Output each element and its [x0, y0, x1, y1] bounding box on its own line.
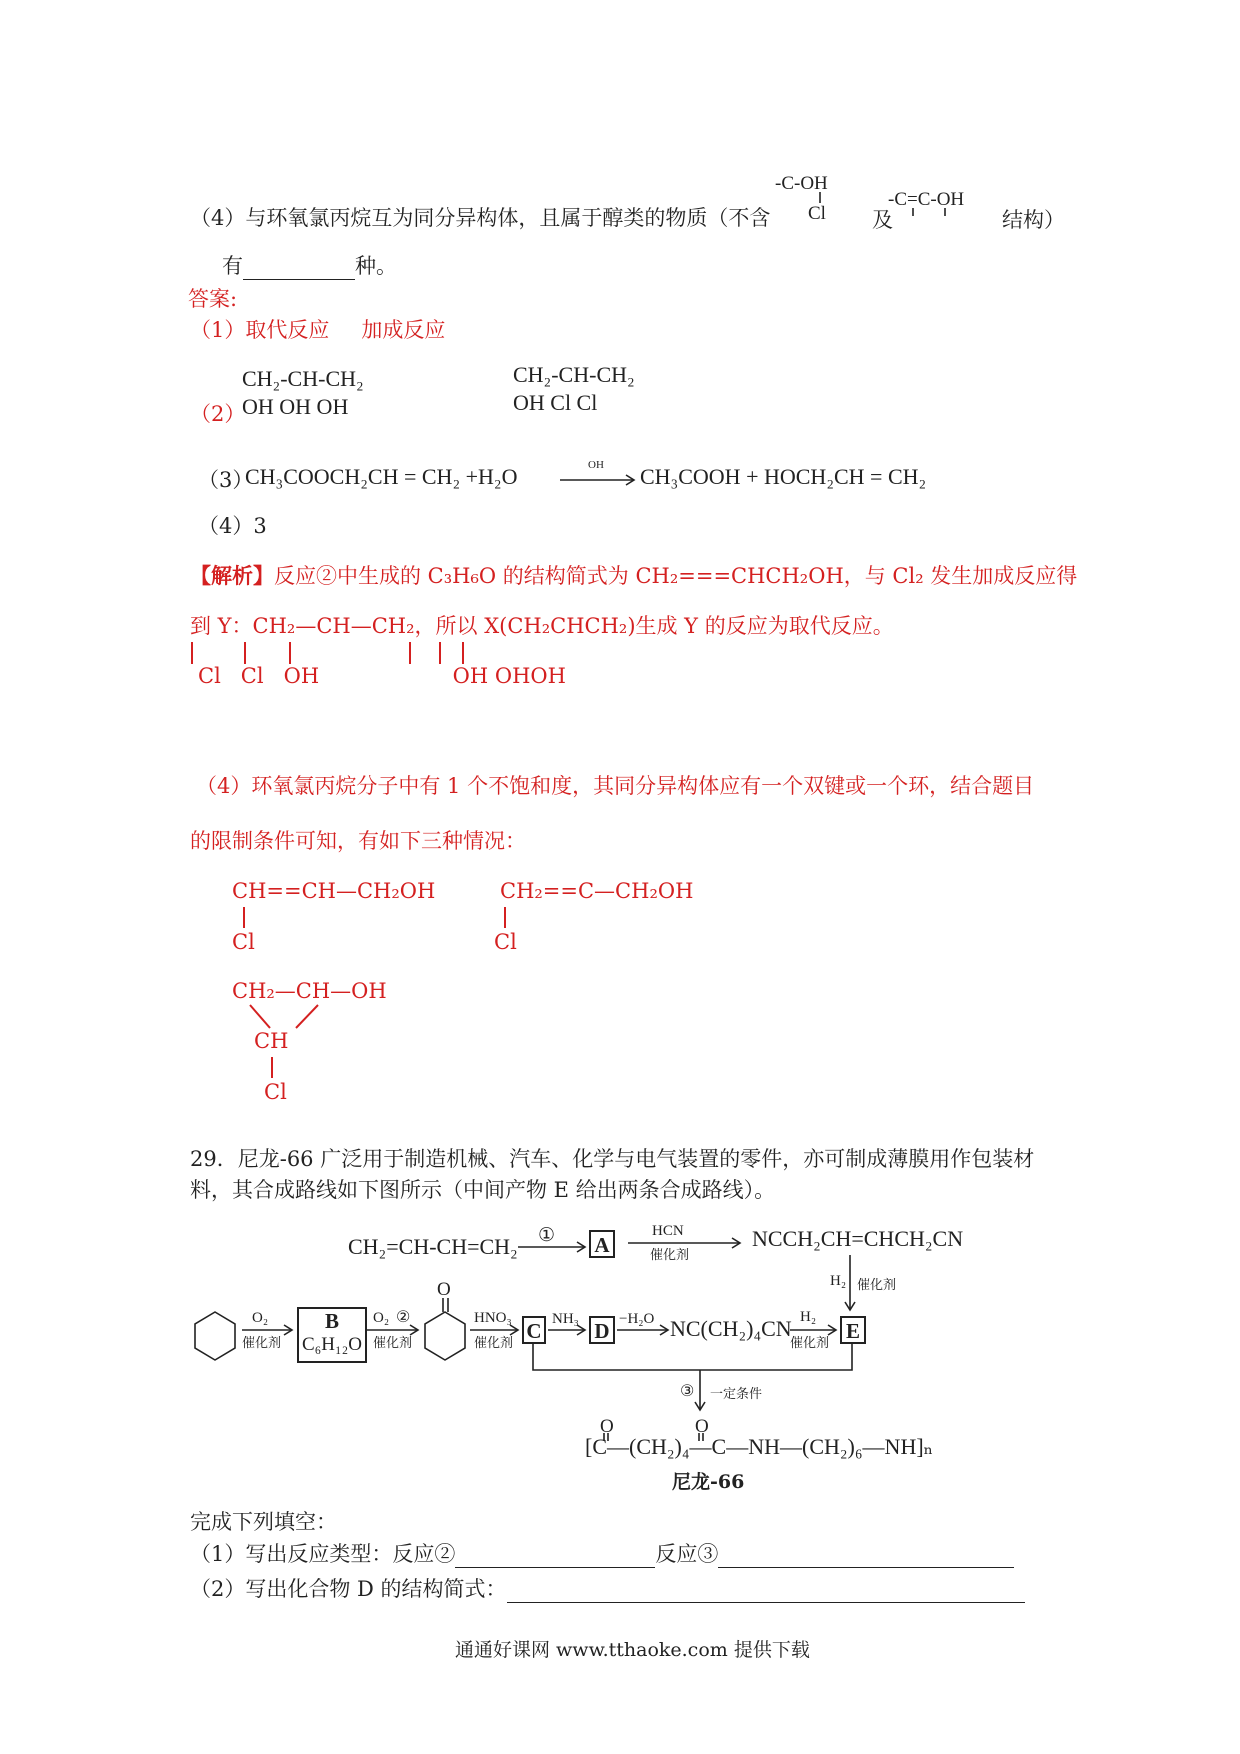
q4-suffix: 结构） [1002, 208, 1065, 232]
q4-struct1-top: -C-OH [775, 173, 828, 194]
scheme-box-c: C [522, 1316, 546, 1344]
fill-q1-b: 反应③ [655, 1542, 719, 1566]
answer-2-struct1-bottom: OH OH OH [242, 394, 349, 419]
answer-2-struct2-bottom: OH Cl Cl [513, 390, 598, 415]
analysis-line2: 到 Y：CH₂—CH—CH₂，所以 X(CH₂CHCH₂)生成 Y 的反应为取代反应。 [190, 614, 894, 638]
fill-q2-text: （2）写出化合物 D 的结构简式： [190, 1577, 507, 1601]
answer-4: （4）3 [198, 514, 267, 538]
scheme-ketone-o: O [437, 1279, 451, 1300]
fill-q1-a: （1）写出反应类型：反应② [190, 1542, 456, 1566]
scheme-b-label: B [324, 1309, 339, 1333]
analysis-line1-text: 反应②中生成的 C₃H₆O 的结构简式为 CH₂===CHCH₂OH，与 Cl₂ 发生加成反应得 [274, 564, 1078, 588]
answer-2-num: （2） [190, 402, 246, 426]
scheme-cat-4: 催化剂 [373, 1336, 413, 1351]
answer-3-right: CH₃COOH + HOCH₂CH = CH₂ [640, 464, 927, 489]
polymer-o1: O [600, 1416, 614, 1437]
answer-title: 答案: [188, 287, 238, 311]
analysis-p4-line2: 的限制条件可知，有如下三种情况： [190, 829, 526, 853]
scheme-cat-6: 催化剂 [790, 1336, 830, 1351]
scheme-cat-1: 催化剂 [650, 1248, 690, 1263]
scheme-combine-path [533, 1344, 852, 1370]
answer-3-num: （3） [198, 468, 254, 492]
isomer-3-chain: CH₂—CH—OH [232, 979, 387, 1003]
scheme-cat-3: 催化剂 [242, 1336, 282, 1351]
isomer-3-ring-left [250, 1005, 270, 1028]
answer-2-struct1-top: CH₂-CH-CH₂ [242, 366, 364, 391]
scheme-step3: ③ [680, 1383, 695, 1400]
q29-line2: 料，其合成路线如下图所示（中间产物 E 给出两条合成路线）。 [190, 1178, 776, 1202]
scheme-nccn: NCCH₂CH=CHCH₂CN [752, 1226, 964, 1251]
scheme-polymer: [C—(CH₂)₄—C—NH—(CH₂)₆—NH]ₙ [585, 1434, 934, 1459]
scheme-b-formula: C₆H₁₂O [302, 1334, 362, 1355]
cyclohexane-ring [195, 1312, 235, 1360]
isomer-3-cl: Cl [264, 1080, 287, 1104]
q4-prefix: （4）与环氧氯丙烷互为同分异构体，且属于醇类的物质（不含 [190, 206, 771, 230]
analysis-p4-line1: （4）环氧氯丙烷分子中有 1 个不饱和度，其同分异构体应有一个双键或一个环，结合题目 [196, 774, 1035, 798]
analysis-tag: 【解析】 [190, 563, 274, 588]
q4-line2-a: 有 [222, 254, 243, 278]
q4-line2-b: 种。 [355, 254, 397, 278]
analysis-line3: Cl Cl OH OH OHOH [198, 664, 566, 688]
scheme-cat-5: 催化剂 [474, 1336, 514, 1351]
answer-3-left: CH₃COOCH₂CH = CH₂ +H₂O [245, 464, 518, 489]
isomer-2-chain: CH₂==C—CH₂OH [500, 879, 694, 903]
isomer-1-cl: Cl [232, 930, 255, 954]
scheme-nylon-label: 尼龙-66 [672, 1471, 745, 1493]
answer-1-text1: 取代反应 [245, 318, 330, 342]
answer-2-struct2-top: CH₂-CH-CH₂ [513, 362, 635, 387]
fill-title: 完成下列填空： [190, 1510, 337, 1534]
scheme-hno3: HNO₃ [474, 1310, 512, 1326]
scheme-h2-1: H₂ [830, 1273, 847, 1289]
answer-3-condition: OH [588, 459, 604, 471]
isomer-2-cl: Cl [494, 930, 517, 954]
q4-and: 及 [872, 208, 893, 232]
scheme-hcn: HCN [652, 1223, 684, 1239]
scheme-cat-2: 催化剂 [857, 1278, 897, 1293]
isomer-3-ring-right [296, 1005, 318, 1028]
scheme-step2: ② [396, 1309, 411, 1326]
polymer-o2: O [695, 1416, 709, 1437]
scheme-butadiene: CH₂=CH-CH=CH₂ [348, 1234, 518, 1259]
scheme-box-d: D [589, 1316, 615, 1344]
scheme-h2-2: H₂ [800, 1309, 817, 1325]
scheme-o2-2: O₂ [373, 1310, 390, 1326]
q4-struct2: -C=C-OH [888, 189, 965, 210]
answer-1-num: （1） [190, 318, 246, 342]
scheme-o2-1: O₂ [252, 1310, 269, 1326]
scheme-nh3: NH₃ [552, 1311, 579, 1327]
isomer-3-ch: CH [254, 1029, 289, 1053]
scheme-cond3: 一定条件 [710, 1387, 763, 1402]
isomer-1-chain: CH==CH—CH₂OH [232, 879, 436, 903]
q4-struct1-bottom: Cl [808, 203, 826, 224]
answer-1-text2: 加成反应 [361, 318, 446, 342]
q29-line1: 29．尼龙-66 广泛用于制造机械、汽车、化学与电气装置的零件，亦可制成薄膜用作包装材 [190, 1147, 1035, 1171]
cyclohexanone-ring [425, 1312, 465, 1360]
scheme-adiponitrile: NC(CH₂)₄CN [670, 1316, 792, 1341]
footer: 通通好课网 www.tthaoke.com 提供下载 [455, 1639, 810, 1661]
scheme-box-e: E [840, 1316, 866, 1344]
scheme-step1: ① [538, 1225, 556, 1246]
scheme-box-a: A [589, 1230, 615, 1258]
scheme-minus-h2o: −H₂O [619, 1311, 655, 1327]
